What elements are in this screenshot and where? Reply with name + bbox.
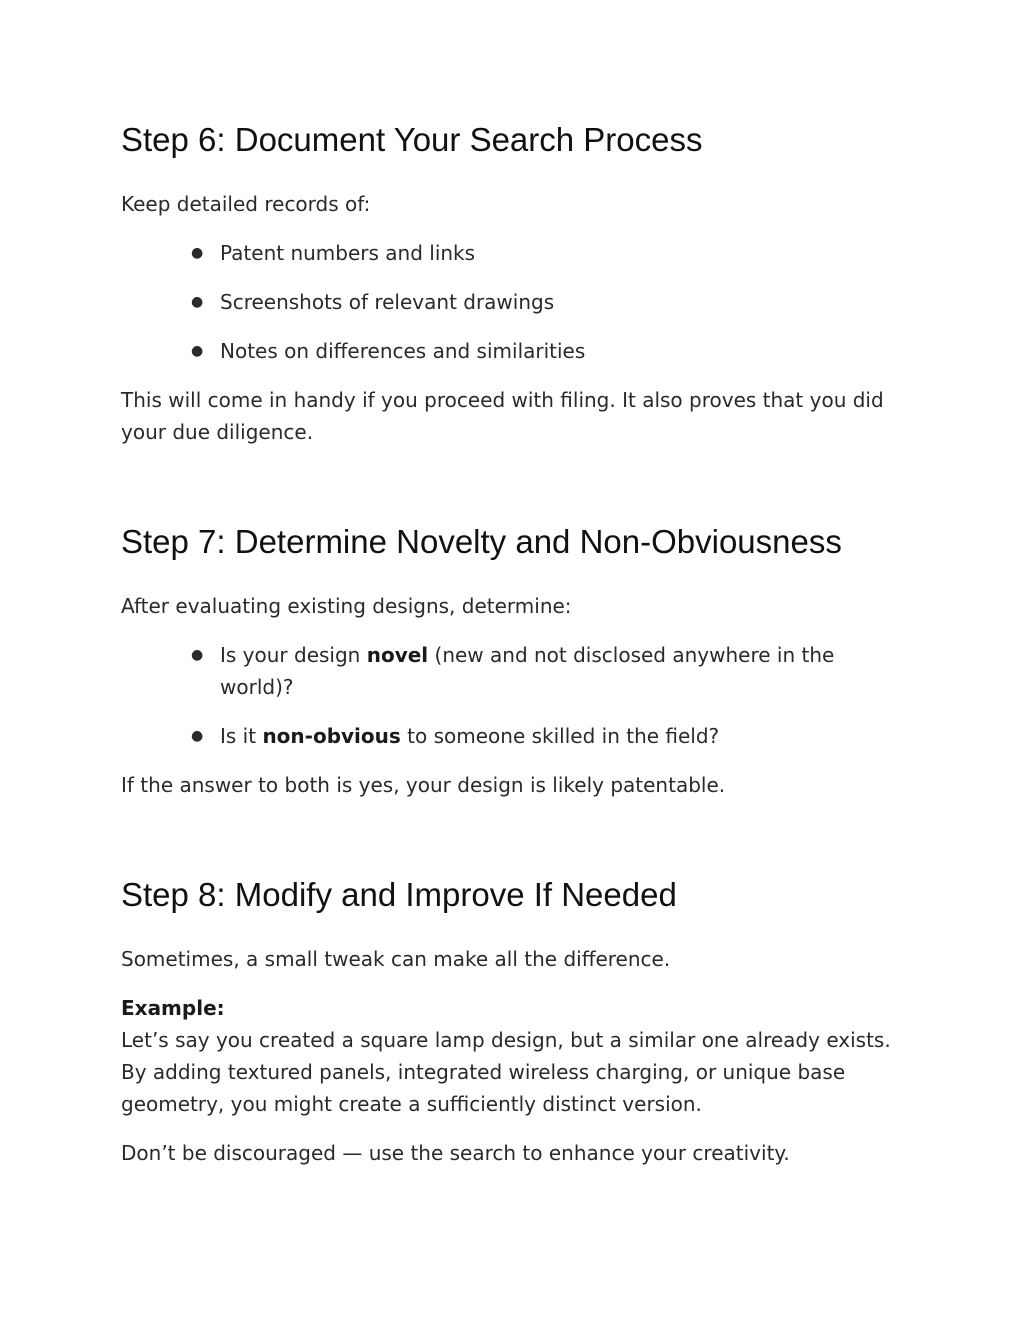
bullet-icon: ● bbox=[191, 245, 204, 261]
list-item bbox=[121, 335, 911, 367]
section-intro: Keep detailed records of: bbox=[121, 192, 371, 216]
example-paragraph bbox=[121, 992, 911, 1120]
example-label: Example: bbox=[121, 996, 225, 1020]
list-item-text: Notes on differences and similarities bbox=[220, 339, 586, 363]
section-step-7 bbox=[121, 520, 911, 801]
list-item-text: Patent numbers and links bbox=[220, 241, 476, 265]
section-intro: Sometimes, a small tweak can make all the difference. bbox=[121, 947, 671, 971]
list-item-text: Screenshots of relevant drawings bbox=[220, 290, 555, 314]
list-item bbox=[121, 286, 911, 318]
list-item bbox=[121, 639, 911, 703]
example-text: Let’s say you created a square lamp design, but a similar one already exists. By adding textured panels, integrated wireless charging, or unique base geometry, you might create a sufficiently distinct version. bbox=[121, 1028, 891, 1116]
list-item-text-before: Is your design bbox=[220, 643, 367, 667]
emphasis-novel: novel bbox=[366, 643, 429, 667]
section-heading: Step 7: Determine Novelty and Non-Obviousness bbox=[121, 523, 842, 560]
bullet-icon: ● bbox=[191, 294, 204, 310]
list-item-text-after: to someone skilled in the field? bbox=[400, 724, 720, 748]
bullet-icon: ● bbox=[191, 728, 204, 744]
list-item-text-before: Is it bbox=[220, 724, 263, 748]
document-page bbox=[121, 118, 911, 1169]
bullet-icon: ● bbox=[191, 343, 204, 359]
bullet-icon: ● bbox=[191, 647, 204, 663]
section-closing: Don’t be discouraged — use the search to enhance your creativity. bbox=[121, 1141, 790, 1165]
section-intro: After evaluating existing designs, determine: bbox=[121, 594, 572, 618]
bullet-list bbox=[121, 237, 911, 367]
section-closing: If the answer to both is yes, your design is likely patentable. bbox=[121, 773, 726, 797]
emphasis-non-obvious: non-obvious bbox=[262, 724, 401, 748]
list-item bbox=[121, 720, 911, 752]
section-closing: This will come in handy if you proceed with filing. It also proves that you did your due diligence. bbox=[121, 388, 884, 444]
bullet-list bbox=[121, 639, 911, 752]
section-step-6 bbox=[121, 118, 911, 448]
section-heading: Step 8: Modify and Improve If Needed bbox=[121, 876, 677, 913]
section-step-8 bbox=[121, 873, 911, 1169]
list-item bbox=[121, 237, 911, 269]
section-heading: Step 6: Document Your Search Process bbox=[121, 121, 703, 158]
list-item-text-after: (new and not disclosed anywhere in the world)? bbox=[220, 643, 835, 699]
